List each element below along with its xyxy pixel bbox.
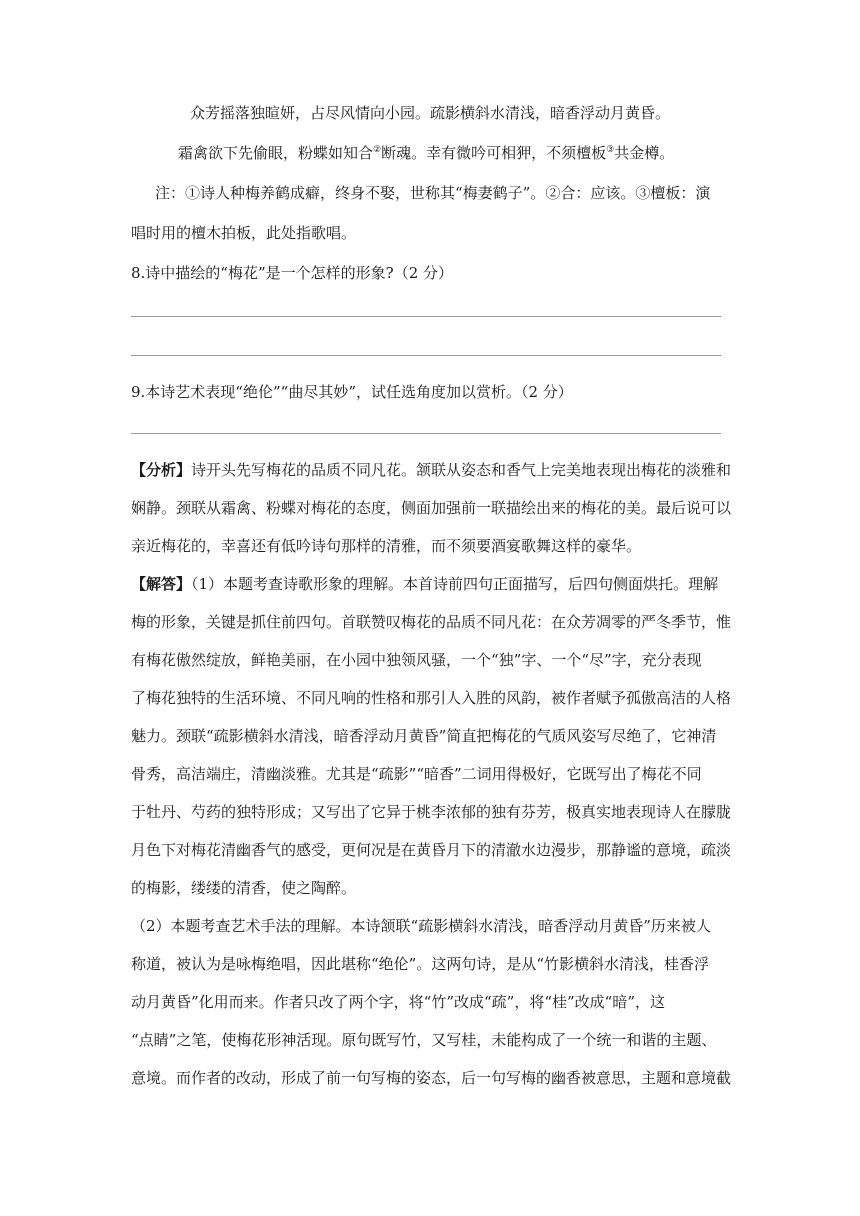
- answer-text: （1）本题考查诗歌形象的理解。本首诗前四句正面描写，后四句侧面烘托。理解: [191, 575, 719, 593]
- question-9: 9.本诗艺术表现“绝伦”“曲尽其妙”，试任选角度加以赏析。（2 分）: [131, 383, 573, 401]
- poem-line-2-part-c: 共金樽。: [614, 144, 675, 162]
- poem-line-2-part-b: 断魂。幸有微吟可相狎，不须檀板: [381, 144, 607, 162]
- answer-blank-line: [131, 316, 721, 317]
- analysis-line: 亲近梅花的，幸喜还有低吟诗句那样的清雅，而不须要酒宴歌舞这样的豪华。: [131, 537, 642, 555]
- poem-line-2: [178, 143, 788, 163]
- question-8: 8.诗中描绘的“梅花”是一个怎样的形象?（2 分）: [131, 264, 454, 282]
- answer-line: 动月黄昏”化用而来。作者只改了两个字，将“竹”改成“疏”，将“桂”改成“暗”，这: [131, 993, 666, 1011]
- answer-line: 骨秀，高洁端庄，清幽淡雅。尤其是“疏影”“暗香”二词用得极好，它既写出了梅花不同: [131, 765, 702, 783]
- footnote-marker-2: ②: [373, 145, 382, 155]
- answer-blank-line: [131, 433, 721, 434]
- answer-line: 于牡丹、芍药的独特形成；又写出了它异于桃李浓郁的独有芬芳，极真实地表现诗人在朦胧: [131, 803, 732, 821]
- answer-line: 月色下对梅花清幽香气的感受，更何况是在黄昏月下的清澈水边漫步，那静谧的意境，疏淡: [131, 841, 732, 859]
- analysis-text: 诗开头先写梅花的品质不同凡花。颔联从姿态和香气上完美地表现出梅花的淡雅和: [191, 461, 732, 479]
- answer-line: “点睛”之笔，使梅花形神活现。原句既写竹，又写桂，未能构成了一个统一和谐的主题、: [131, 1031, 717, 1049]
- analysis-line: 娴静。颈联从霜禽、粉蝶对梅花的态度，侧面加强前一联描绘出来的梅花的美。最后说可以: [131, 499, 732, 517]
- answer-line: 有梅花傲然绽放，鲜艳美丽，在小园中独领风骚，一个“独”字、一个“尽”字，充分表现: [131, 651, 702, 669]
- answer-line: 了梅花独特的生活环境、不同凡响的性格和那引人入胜的风韵，被作者赋予孤傲高洁的人格: [131, 689, 732, 707]
- answer-line: （2）本题考查艺术手法的理解。本诗颔联“疏影横斜水清浅，暗香浮动月黄昏”历来被人: [131, 917, 711, 935]
- poem-line-2-part-a: 霜禽欲下先偷眼，粉蝶如知合: [178, 144, 374, 162]
- footnote-marker-3: ③: [606, 145, 615, 155]
- analysis-line-1: [131, 460, 741, 480]
- notes-line-2: 唱时用的檀木拍板，此处指歌唱。: [131, 224, 357, 242]
- answer-line: 梅的形象，关键是抓住前四句。首联赞叹梅花的品质不同凡花：在众芳凋零的严冬季节，惟: [131, 613, 732, 631]
- answer-line-1: [131, 574, 741, 594]
- notes-line-1: 注：①诗人种梅养鹤成癖，终身不娶，世称其“梅妻鹤子”。②合：应该。③檀板：演: [155, 184, 711, 202]
- answer-line: 称道，被认为是咏梅绝唱，因此堪称“绝伦”。这两句诗，是从“竹影横斜水清浅，桂香浮: [131, 955, 710, 973]
- answer-line: 的梅影，缕缕的清香，使之陶醉。: [131, 879, 357, 897]
- answer-blank-line: [131, 355, 721, 356]
- poem-line-1: 众芳摇落独暄妍，占尽风情向小园。疏影横斜水清浅，暗香浮动月黄昏。: [190, 104, 671, 122]
- answer-label: 【解答】: [131, 575, 192, 593]
- answer-line: 魅力。颈联“疏影横斜水清浅，暗香浮动月黄昏”简直把梅花的气质风姿写尽绝了，它神清: [131, 727, 717, 745]
- answer-line: 意境。而作者的改动，形成了前一句写梅的姿态，后一句写梅的幽香被意思，主题和意境截: [131, 1069, 732, 1087]
- analysis-label: 【分析】: [131, 461, 192, 479]
